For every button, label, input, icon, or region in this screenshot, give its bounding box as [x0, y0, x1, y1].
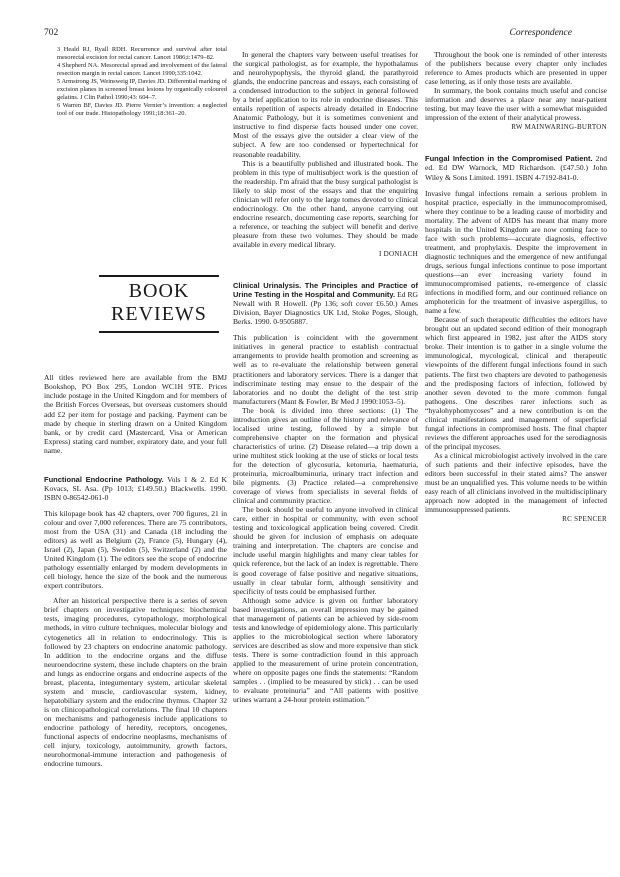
section-title: Correspondence [509, 28, 572, 38]
column-right [425, 50, 607, 524]
review1-title: Functional Endocrine Pathology. [44, 474, 164, 484]
review2-meta: Ed RG Newall with R Howell. (Pp 136; soft cover £6.50.) Ames Division, Bayer Diagnostics UK Ltd, Stoke Poges, Slough, Berks. 1990. 0-9505887. [233, 290, 418, 327]
review2-paragraph: In summary, the book contains much useful and concise information and deserves a place near any near-patient testing, but may leave the user with a somewhat misguided impression of the extent of their analytical prowess. [425, 86, 607, 123]
page-number: 702 [44, 28, 59, 38]
review3-paragraph: As a clinical microbiologist actively involved in the care of such patients and their infective episodes, have the editors been successful in their stated aims? The answer must be an unqualified yes. This volume needs to be within easy reach of all clinicians involved in the multidisciplinary approach now adopted in the management of infected immunosuppressed patients. [425, 450, 607, 515]
heading-line: REVIEWS [111, 303, 207, 326]
review3-paragraph: Because of such therapeutic difficulties the editors have brought out an updated second edition of their monograph which first appeared in 1982, just after the AIDS story broke. Their intention is to gather in a single volume the immunological, mycological, clinical and therapeutic viewpoints of the different fungal infections found in such patients. The first two chapters are devoted to pathogenesis and the predisposing factors of infection, followed by another seven devoted to the more common fungal pathogens. One describes rarer infections such as “hyalohyphomycoses” and a new contribution is on the clinical manifestations and management of superficial fungal infections in compromised hosts. The final chapter reviews the different approaches used for the serodiagnosis of the principal mycoses. [425, 315, 607, 451]
review2-title: Clinical Urinalysis. The Principles and Practice of Urine Testing in the Hospital and Community. [233, 281, 418, 300]
reference-item: 3 Heald RJ, Ryall RDH. Recurrence and survival after total mesorectal excision for rectal cancer. Lancet 1986;i:1479–82. [57, 46, 227, 61]
review1-heading [44, 475, 227, 502]
reference-item: 4 Shepherd NA. Mesorectal spread and involvement of the lateral resection margin in rectal cancer. Lancet 1990;335:1042. [57, 62, 227, 77]
book-reviews-heading [99, 275, 219, 333]
reference-item: 6 Warren BF, Davies JD. Pierre Vernier’s invention: a neglected tool of our trade. Histopathology 1991;18:361–20. [57, 102, 227, 117]
review1-paragraph: This is a beautifully published and illustrated book. The problem in this type of multisubject work is the question of the readership. I'm afraid that the busy surgical pathologist is likely to skip most of the essays and that the enquiring clinician will refer only to the large tomes devoted to clinical endocrinology. On the other hand, anyone carrying out endocrine research, documenting case reports, searching for a reference, or teaching the subject will benefit and derive pleasure from these two volumes. They should be made available in every medical library. [233, 158, 418, 249]
review2-paragraph: Although some advice is given on further laboratory based investigations, an overall impression may be gained that management of patients can be achieved by side-room tests and knowledge of epidemiology alone. This particularly applies to the microbiological section where laboratory services are described as slow and more expensive than stick tests. There is some contradiction found in this approach applied to the measurement of urine protein concentration, where on opposite pages one finds the statements: “Random samples . . (implied to be measured by stick) . . can be used to evaluate proteinuria” and “All patients with positive urines warrant a 24-hour protein estimation.” [233, 595, 418, 705]
intro-text: All titles reviewed here are available from the BMJ Bookshop, PO Box 295, London WC1H 9TE. Prices include postage in the United Kingdom and for members of the British Forces Overseas, but overseas customers should add £2 per item for postage and packing. Payment can be made by cheque in sterling drawn on a United Kingdom bank, or by credit card (Mastercard, Visa or American Express) stating card number, expiratory date, and your full name. [44, 373, 227, 455]
review2-paragraph: The book should be useful to anyone involved in clinical care, either in hospital or community, with even school testing and toxicological application being covered. Credit should be given for inclusion of emphasis on adequate training and interpretation. The chapters are concise and include useful margin highlights and many clear tables for quick reference, but the lack of an index is regrettable. There is good coverage of false positive and negative situations, usually in clear tabular form, although sensitivity and specificity of tests could be emphasised further. [233, 505, 418, 596]
review1-paragraph: This kilopage book has 42 chapters, over 700 figures, 21 in colour and over 7,000 references. There are 75 contributors, most from the USA (31) and Canada (18 including the editors) as well as Belgium (2), France (5), Hungary (4), Israel (2), Japan (5), Sweden (5), Switzerland (2) and the United Kingdom (1). The editors see the scope of endocrine pathology essentially enlarged by modern developments in cell biology, hence the size of the book and the numerous expert contributors. [44, 508, 227, 591]
review1-paragraph: After an historical perspective there is a series of seven brief chapters on investigative techniques: biochemical tests, imaging procedures, cytopathology, morphological methods, in vitro culture techniques, molecular biology and cytogenetics all in relation to endocrinology. This is followed by 23 chapters on endocrine anatomic pathology. In addition to the endocrine organs and the diffuse neuroendocrine system, these include chapters on the brain and lungs as endocrine organs and endocrine aspects of the breast, placenta, integumentary system, articular skeletal system and muscle, cardiovascular system, kidney, hepatobiliary system and the endocrine thymus. Chapter 32 is on clinicopathological correlations. The final 10 chapters on mechanisms and pathogenesis include applications to endocrine pathology of heredity, receptors, oncogenes, functional aspects of endocrine neoplasms, mechanisms of cell injury, toxicology, autoimmunity, growth factors, neurohormonal-immune interaction and pathogenesis of endocrine tumours. [44, 596, 227, 769]
review3-heading [425, 154, 607, 181]
review2-paragraph: This publication is coincident with the government initiatives in general practice to establish contractual arrangements to provide health promotion and screening as well as to re-evaluate the relationship between general practitioners and laboratory services. There is a danger that indiscriminate testing may ensue to the despair of the laboratories and no doubt the delight of the test strip manufacturers (Mant & Fowler, Br Med J 1990:1053–5). [233, 333, 418, 406]
column-left [44, 46, 227, 768]
review2-paragraph: The book is divided into three sections: (1) The introduction gives an outline of the history and relevance of localised urine testing, followed by a simple but comprehensive chapter on the formation and physical characteristics of urine. (2) Disease related—a trip down a urine multitest stick looking at the use of sticks or local tests for the detection of glycosuria, ketonuria, haematuria, proteinuria, microalbuminuria, urinary tract infection and bile pigments. (3) Practice related—a comprehensive coverage of views from specialists in several fields of clinical and community practice. [233, 405, 418, 506]
reference-item: 5 Armstrong JS, Weinsweig IP, Davies JD. Differential marking of excision planes in screened breast lesions by organically coloured gelatins. J Clin Pathol 1990;43: 604–7. [57, 78, 227, 101]
column-middle [233, 50, 418, 704]
review1-meta: Vols 1 & 2. Ed K Kovacs, SL Asa. (Pp 1013; £149.50.) Blackwells. 1990. ISBN 0-86542-061-0 [44, 474, 227, 502]
review3-title: Fungal Infection in the Compromised Patient. [425, 154, 593, 164]
review3-reviewer: RC SPENCER [562, 515, 607, 524]
review1-paragraph: In general the chapters vary between useful treatises for the surgical pathologist, as for example, the hypothalamus and neurohypophysis, the thyroid gland, the parathyroid glands, the endocrine pancreas and essays, each consisting of a condensed introduction to the subject in general followed by a brief application to its role in endocrine diseases. This entails repetition of aspects already detailed in Endocrine Anatomic Pathology, but it is sometimes convenient and instructive to find disperse facts housed under one cover. Most of the essays give the outsider a clear view of the subject. A few are too condensed or hypertechnical for reasonable readability. [233, 50, 418, 159]
reference-list [44, 46, 227, 117]
review1-reviewer: I DONIACH [378, 250, 418, 259]
heading-line: BOOK [128, 280, 190, 303]
review2-heading [233, 281, 418, 326]
review2-reviewer: RW MAINWARING-BURTON [511, 123, 607, 132]
review3-paragraph: Invasive fungal infections remain a serious problem in hospital practice, especially in the immunocompromised, where they continue to be a leading cause of morbidity and mortality. The advent of AIDS has meant that many more hospitals in the United Kingdom are now coming face to face with such problems—accurate diagnosis, effective treatment, and prophylaxis. Despite the improvement in diagnostic techniques and the emergence of new antifungal drugs, serious fungal infections continue to pose important questions—an ever increasing variety found in immunocompromised patients, re-emergence of classic infections in modified form, and our continued reliance on amphotericin for the treatment of invasive aspergillus, to name a few. [425, 188, 607, 316]
review2-paragraph: Throughout the book one is reminded of other interests of the publishers because every chapter only includes reference to Ames products which are presented in upper case lettering, as if only those tests are available. [425, 50, 607, 87]
review3-meta: 2nd ed. Ed DW Warnock, MD Richardson. (£47.50.) John Wiley & Sons Limited. 1991. ISBN 4-7192-841-0. [425, 154, 607, 182]
